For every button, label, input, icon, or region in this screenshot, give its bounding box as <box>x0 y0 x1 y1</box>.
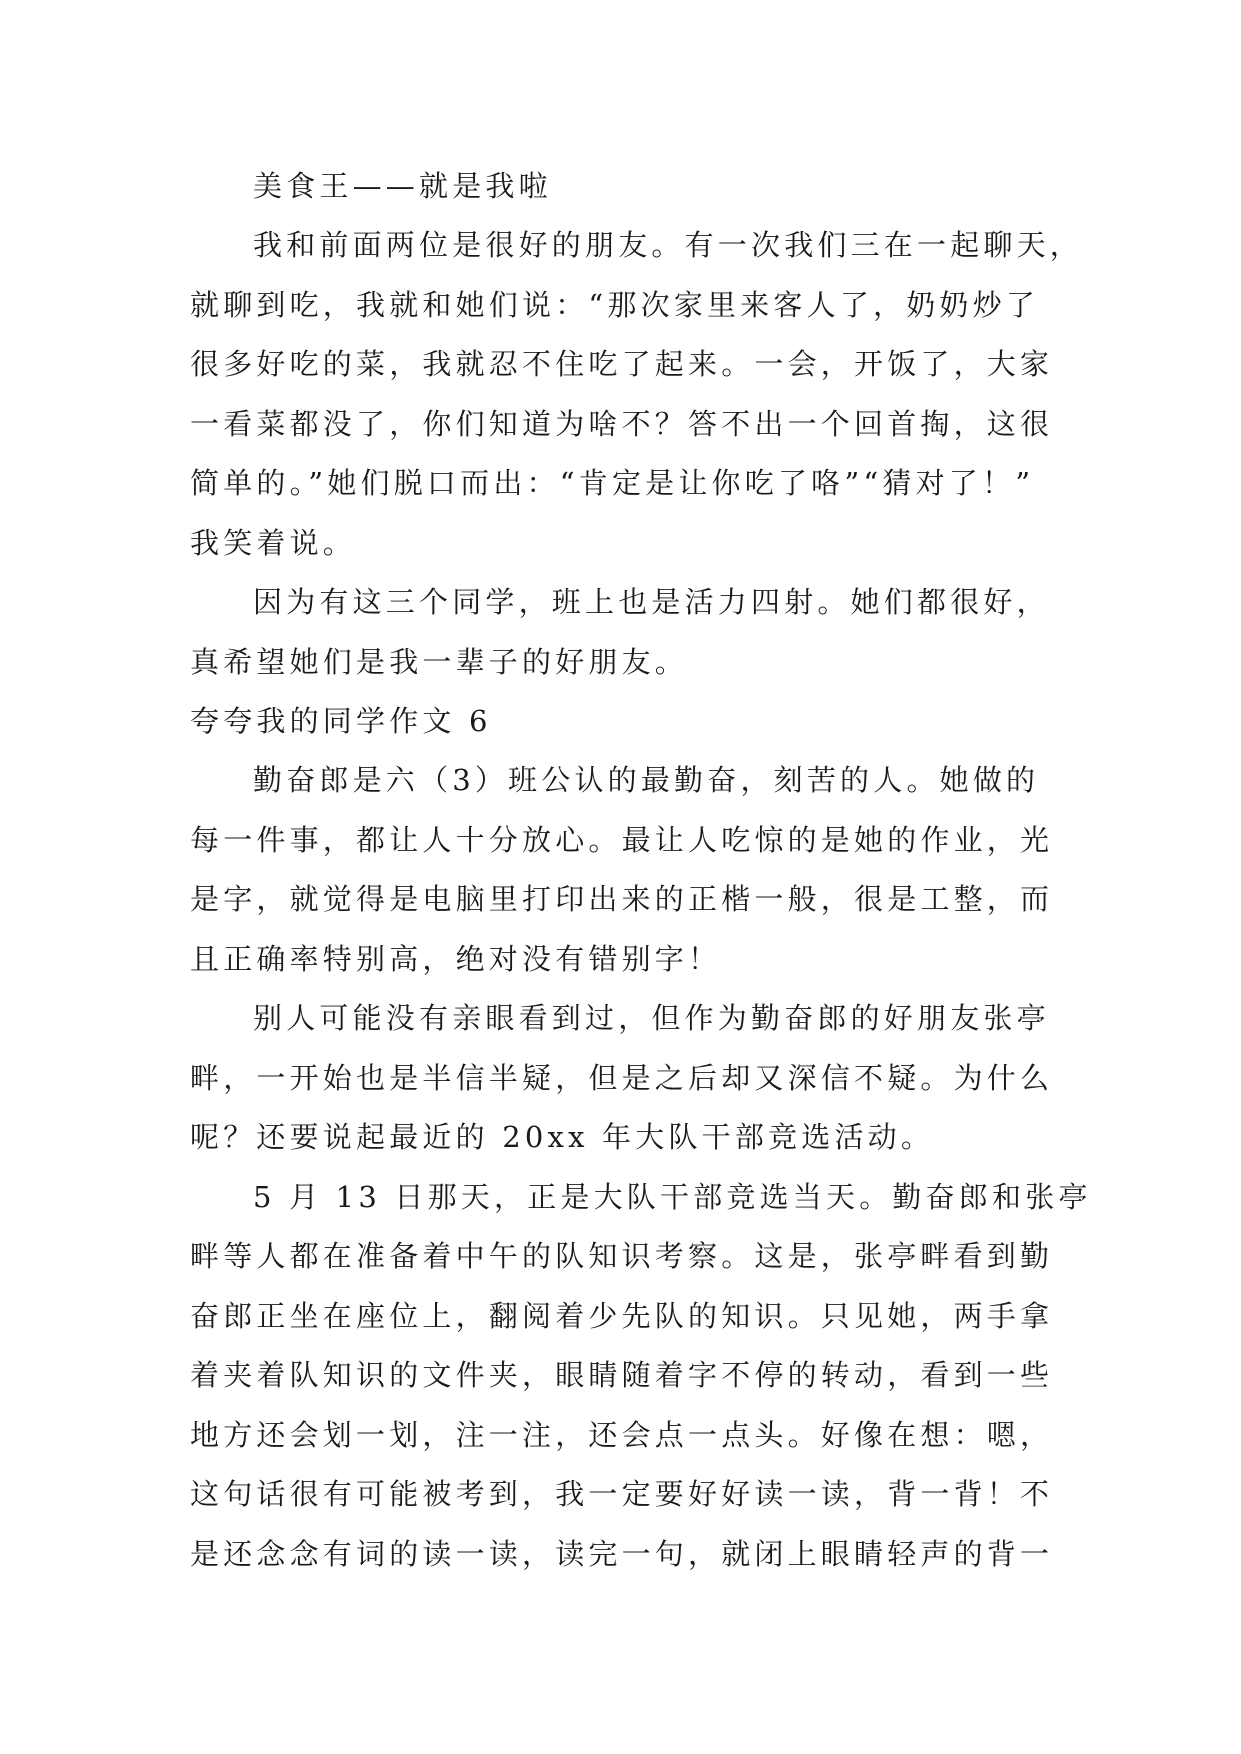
text-line: 勤奋郎是六（3）班公认的最勤奋，刻苦的人。她做的 <box>253 763 1040 797</box>
text-line: 且正确率特别高，绝对没有错别字！ <box>190 942 722 976</box>
text-line: 着夹着队知识的文件夹，眼睛随着字不停的转动，看到一些 <box>190 1358 1054 1392</box>
text-line: 畔等人都在准备着中午的队知识考察。这是，张亭畔看到勤 <box>190 1239 1054 1273</box>
text-line: 简单的。”她们脱口而出：“肯定是让你吃了咯”“猜对了！” <box>190 466 1035 500</box>
text-line: 就聊到吃，我就和她们说：“那次家里来客人了，奶奶炒了 <box>190 288 1040 322</box>
text-line: 是字，就觉得是电脑里打印出来的正楷一般，很是工整，而 <box>190 882 1054 916</box>
text-line: 这句话很有可能被考到，我一定要好好读一读，背一背！不 <box>190 1477 1054 1511</box>
text-line: 畔，一开始也是半信半疑，但是之后却又深信不疑。为什么 <box>190 1061 1054 1095</box>
section-subtitle: 美食王——就是我啦 <box>253 169 552 203</box>
text-line: 每一件事，都让人十分放心。最让人吃惊的是她的作业，光 <box>190 823 1054 857</box>
text-line: 5 月 13 日那天，正是大队干部竞选当天。勤奋郎和张亭 <box>253 1180 1092 1214</box>
text-line: 别人可能没有亲眼看到过，但作为勤奋郎的好朋友张亭 <box>253 1001 1050 1035</box>
text-line: 很多好吃的菜，我就忍不住吃了起来。一会，开饭了，大家 <box>190 347 1054 381</box>
text-line: 我和前面两位是很好的朋友。有一次我们三在一起聊天， <box>253 228 1084 262</box>
text-line: 我笑着说。 <box>190 526 357 560</box>
text-line: 因为有这三个同学，班上也是活力四射。她们都很好， <box>253 585 1050 619</box>
text-line: 奋郎正坐在座位上，翻阅着少先队的知识。只见她，两手拿 <box>190 1299 1054 1333</box>
text-line: 地方还会划一划，注一注，还会点一点头。好像在想：嗯， <box>190 1418 1054 1452</box>
text-line: 呢？还要说起最近的 20xx 年大队干部竞选活动。 <box>190 1120 935 1154</box>
essay-title: 夸夸我的同学作文 6 <box>190 704 492 738</box>
text-line: 是还念念有词的读一读，读完一句，就闭上眼睛轻声的背一 <box>190 1537 1054 1571</box>
text-line: 一看菜都没了，你们知道为啥不？答不出一个回首掏，这很 <box>190 407 1054 441</box>
text-line: 真希望她们是我一辈子的好朋友。 <box>190 645 689 679</box>
